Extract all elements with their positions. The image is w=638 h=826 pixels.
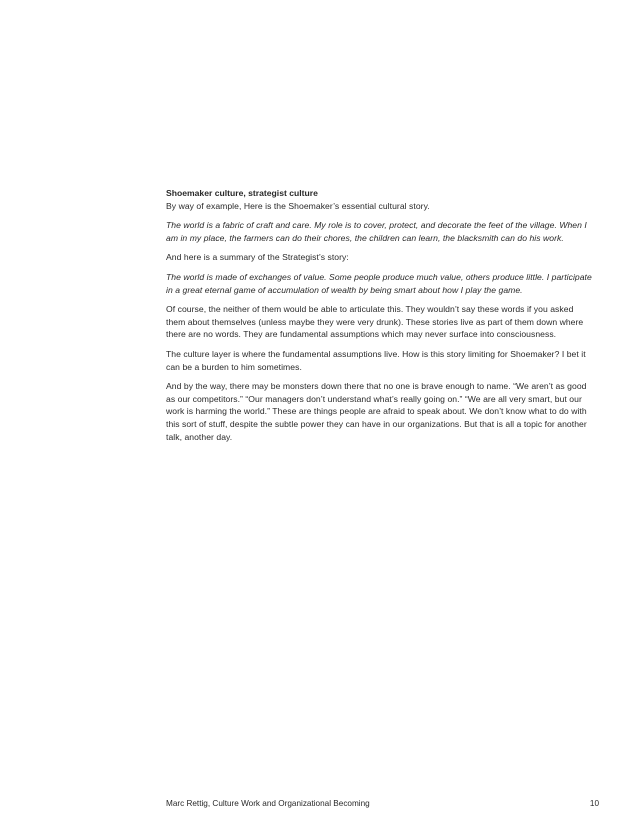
page-footer <box>166 798 599 809</box>
shoemaker-story-paragraph: The world is a fabric of craft and care. My role is to cover, protect, and decorate the feet of the village. When I am in my place, the farmers can do their chores, the children can learn, the blacksmith can do his work. <box>166 220 587 243</box>
monsters-paragraph: And by the way, there may be monsters down there that no one is brave enough to name. “We aren’t as good as our competitors.” “Our managers don’t understand what’s really going on.” “We are all very smart, but our work is harming the world.” These are things people are afraid to speak about. We don’t know what to do with this sort of stuff, despite the subtle power they can have in our organizations. But that is all a topic for another talk, another day. <box>166 381 587 442</box>
strategist-story-paragraph: The world is made of exchanges of value. Some people produce much value, others produce little. I participate in a great eternal game of accumulation of wealth by being smart about how I play the game. <box>166 271 592 295</box>
intro-paragraph: By way of example, Here is the Shoemaker’s essential cultural story. <box>166 200 430 211</box>
article-body <box>166 187 594 450</box>
section-heading: Shoemaker culture, strategist culture <box>166 188 318 198</box>
articulation-paragraph: Of course, the neither of them would be able to articulate this. They wouldn’t say these words if you asked them about themselves (unless maybe they were very drunk). These stories live as part of them down where there are no words. They are fundamental assumptions which may never surface into consciousness. <box>166 304 584 340</box>
footer-credit: Marc Rettig, Culture Work and Organizational Becoming <box>166 799 370 808</box>
culture-layer-paragraph: The culture layer is where the fundamental assumptions live. How is this story limiting for Shoemaker? I bet it can be a burden to him sometimes. <box>166 348 586 372</box>
page-number: 10 <box>589 799 599 808</box>
strategist-intro-paragraph: And here is a summary of the Strategist’s story: <box>166 252 349 263</box>
